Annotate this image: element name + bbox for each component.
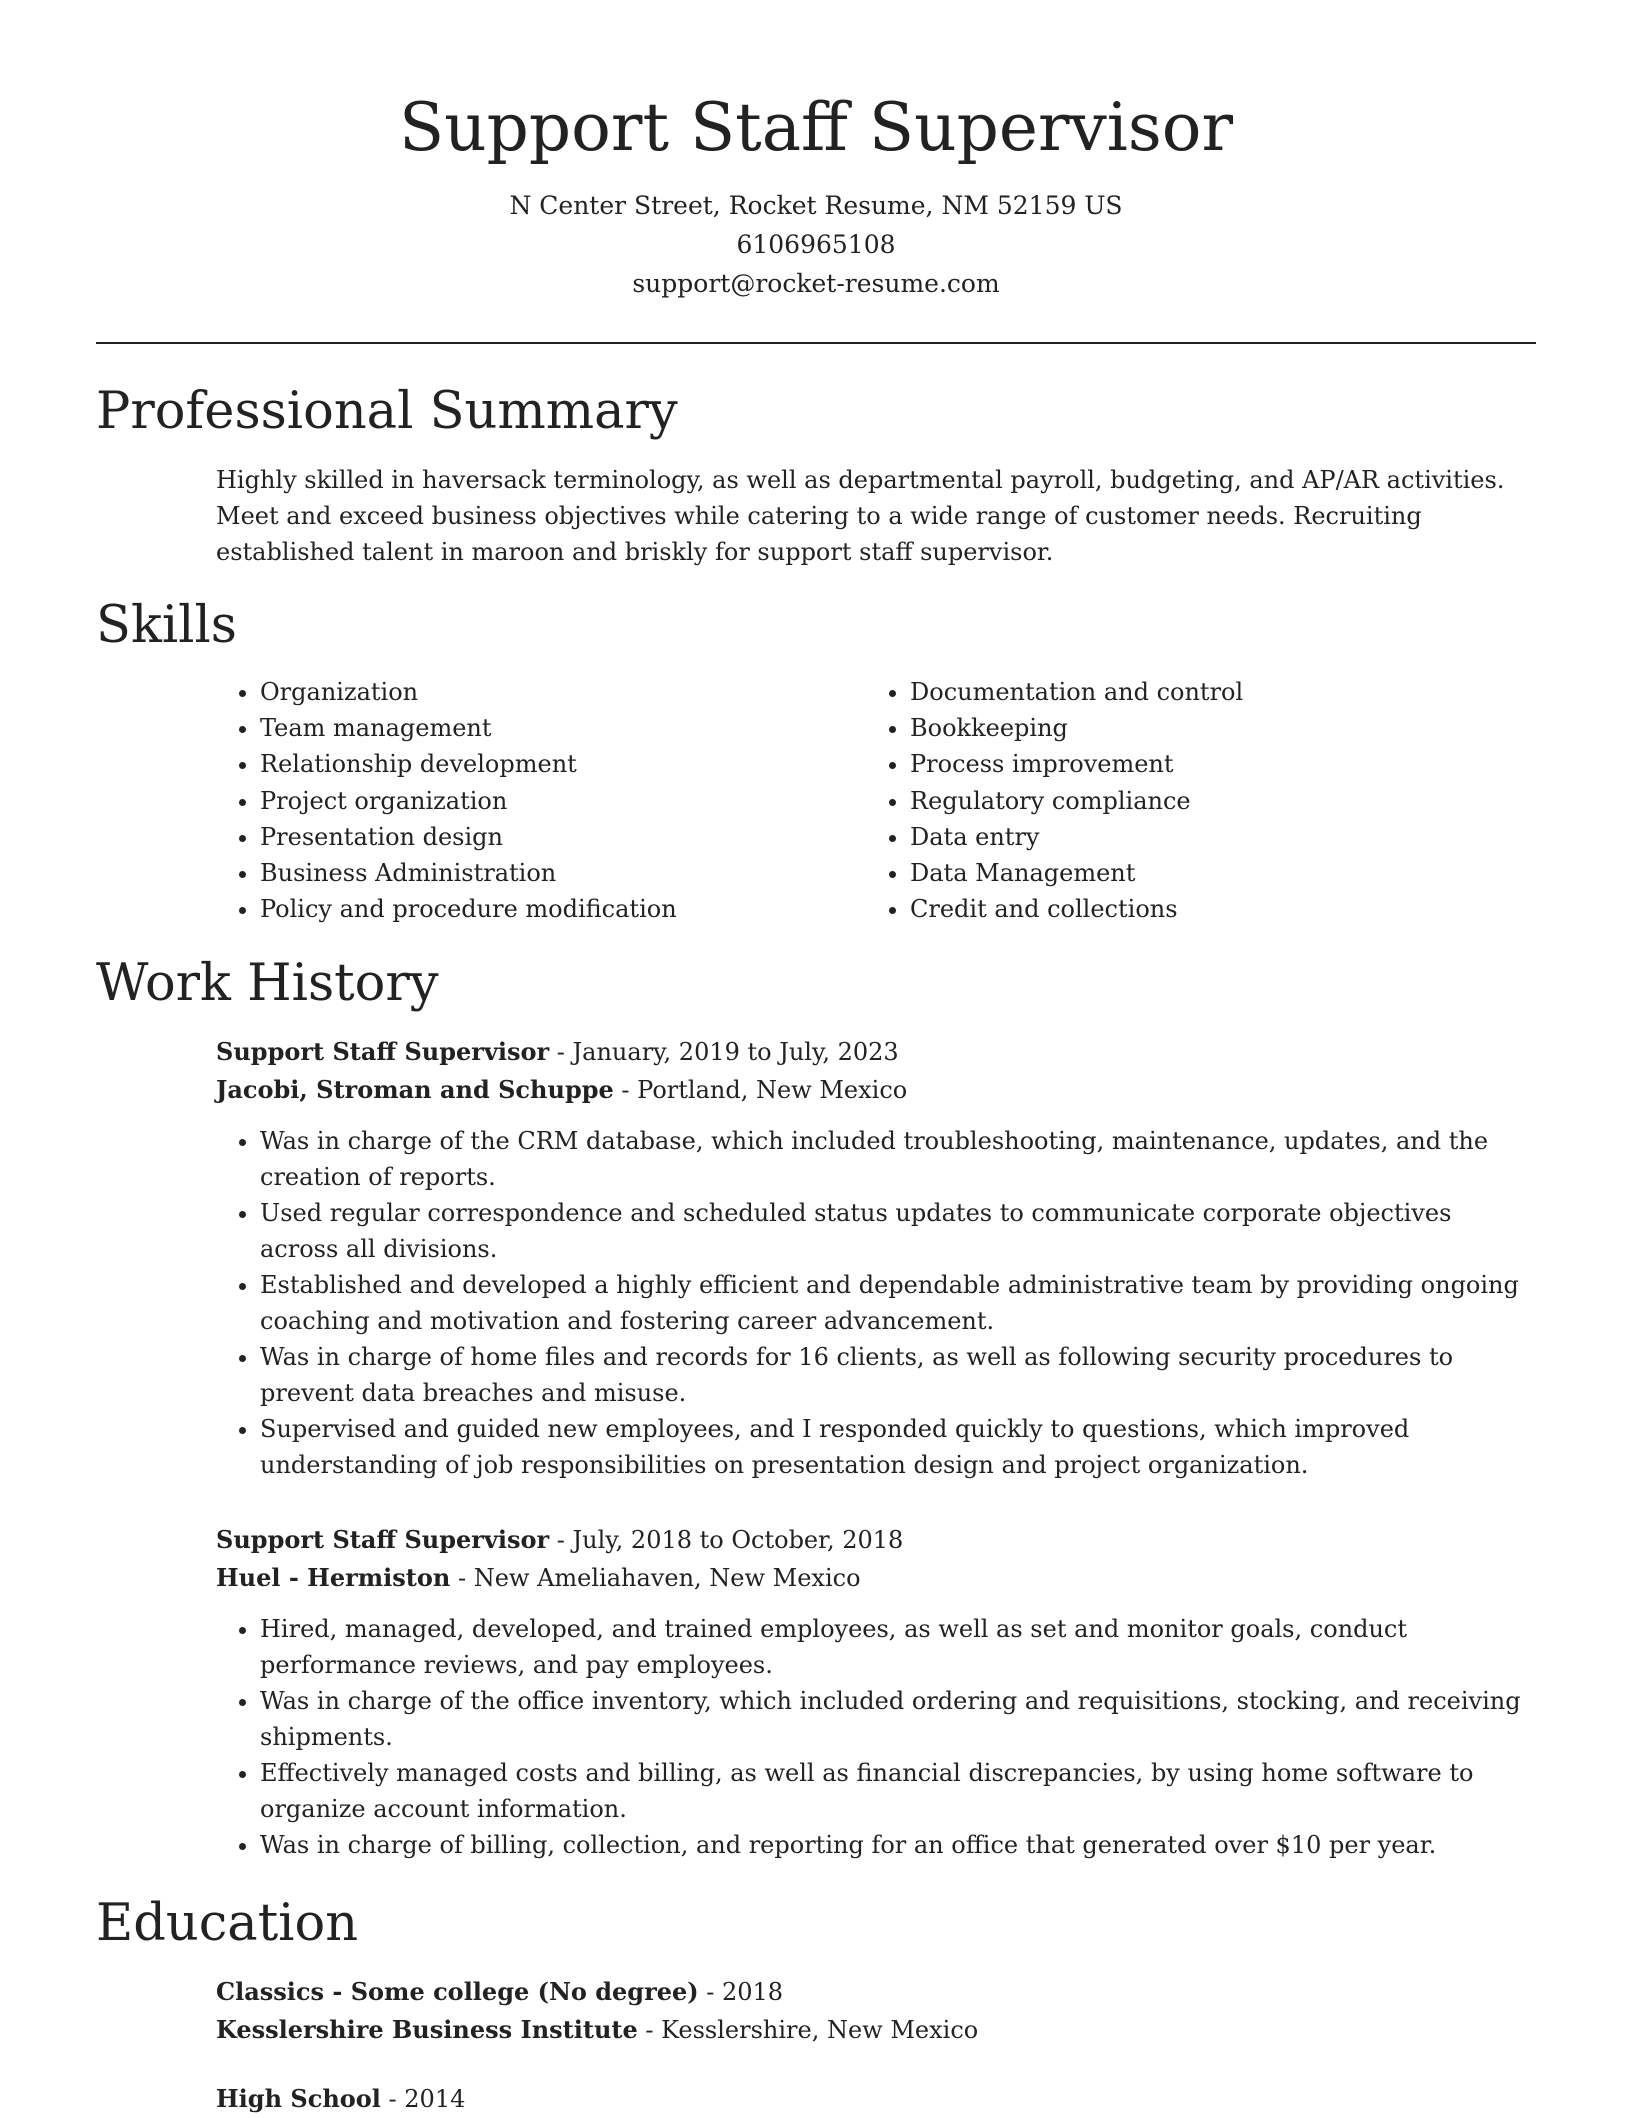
skill-item: • Relationship development [260,746,866,782]
job-dates: - January, 2019 to July, 2023 [549,1038,899,1066]
job-duty: • Hired, managed, developed, and trained employees, as well as set and monitor goals, conduct performance reviews, and pay employees. [260,1611,1536,1683]
skill-item: • Bookkeeping [910,710,1516,746]
education-school: Kesslershire Business Institute [216,2015,638,2044]
education-degree: Classics - Some college (No degree) [216,1977,699,2006]
education-year: - 2014 [380,2085,466,2113]
job-duty: • Established and developed a highly efficient and dependable administrative team by providing ongoing coaching and motivation and fostering career advancement. [260,1267,1536,1339]
skill-item: • Regulatory compliance [910,783,1516,819]
job-entry [216,1033,1536,1483]
job-duty: • Was in charge of billing, collection, and reporting for an office that generated over $10 per year. [260,1827,1536,1863]
job-position: Support Staff Supervisor [216,1037,550,1066]
education-school-line [216,2011,1536,2049]
resume-header [0,0,1632,303]
skill-item: • Credit and collections [910,891,1516,927]
skill-item: • Policy and procedure modification [260,891,866,927]
job-duties-list [216,1611,1536,1863]
job-dates: - July, 2018 to October, 2018 [549,1526,904,1554]
education-degree: High School [216,2084,381,2113]
job-duty: • Was in charge of the CRM database, which included troubleshooting, maintenance, updates, and the creation of reports. [260,1123,1536,1195]
job-duty: • Was in charge of the office inventory, which included ordering and requisitions, stocking, and receiving shipments. [260,1683,1536,1755]
header-divider [96,342,1536,344]
job-position: Support Staff Supervisor [216,1525,550,1554]
education-location: - Kesslershire, New Mexico [637,2016,979,2044]
skill-item: • Process improvement [910,746,1516,782]
job-duty: • Was in charge of home files and records for 16 clients, as well as following security procedures to prevent data breaches and misuse. [260,1339,1536,1411]
job-duty: • Used regular correspondence and scheduled status updates to communicate corporate objectives across all divisions. [260,1195,1536,1267]
resume-name: Support Staff Supervisor [398,89,1234,166]
job-title-line [216,1521,1536,1559]
skills-list-right [866,674,1516,927]
skills-list-left [216,674,866,927]
education-entry [216,1973,1536,2049]
job-company: Jacobi, Stroman and Schuppe [216,1075,614,1104]
job-duty: • Supervised and guided new employees, and I responded quickly to questions, which improved understanding of job responsibilities on presentation design and project organization. [260,1411,1536,1483]
contact-phone: 6106965108 [736,230,896,259]
skill-item: • Presentation design [260,819,866,855]
skill-item: • Documentation and control [910,674,1516,710]
summary-section [216,462,1536,570]
skill-item: • Organization [260,674,866,710]
summary-heading: Professional Summary [96,382,678,441]
job-location: - Portland, New Mexico [613,1076,908,1104]
education-entry [216,2080,1536,2118]
job-duties-list [216,1123,1536,1483]
work-history-heading: Work History [96,954,439,1013]
job-duty: • Effectively managed costs and billing, as well as financial discrepancies, by using home software to organize account information. [260,1755,1536,1827]
skill-item: • Team management [260,710,866,746]
job-company: Huel - Hermiston [216,1563,451,1592]
contact-email: support@rocket-resume.com [632,269,1000,298]
contact-address: N Center Street, Rocket Resume, NM 52159 US [509,191,1123,220]
education-degree-line [216,2080,1536,2118]
skill-item: • Business Administration [260,855,866,891]
summary-text: Highly skilled in haversack terminology, as well as departmental payroll, budgeting, and AP/AR activities. Meet and exceed business objectives while catering to a wide range of customer needs. Recruiting established talent in maroon and briskly for support staff supervisor. [216,466,1505,566]
skills-section [216,674,1536,927]
skill-item: • Data Management [910,855,1516,891]
education-heading: Education [96,1894,359,1953]
education-year: - 2018 [698,1978,784,2006]
job-title-line [216,1033,1536,1071]
education-degree-line [216,1973,1536,2011]
skill-item: • Data entry [910,819,1516,855]
job-company-line [216,1071,1536,1109]
job-location: - New Ameliahaven, New Mexico [450,1564,861,1592]
job-company-line [216,1559,1536,1597]
contact-info [0,186,1632,303]
job-entry [216,1521,1536,1863]
skill-item: • Project organization [260,783,866,819]
skills-heading: Skills [96,596,237,655]
